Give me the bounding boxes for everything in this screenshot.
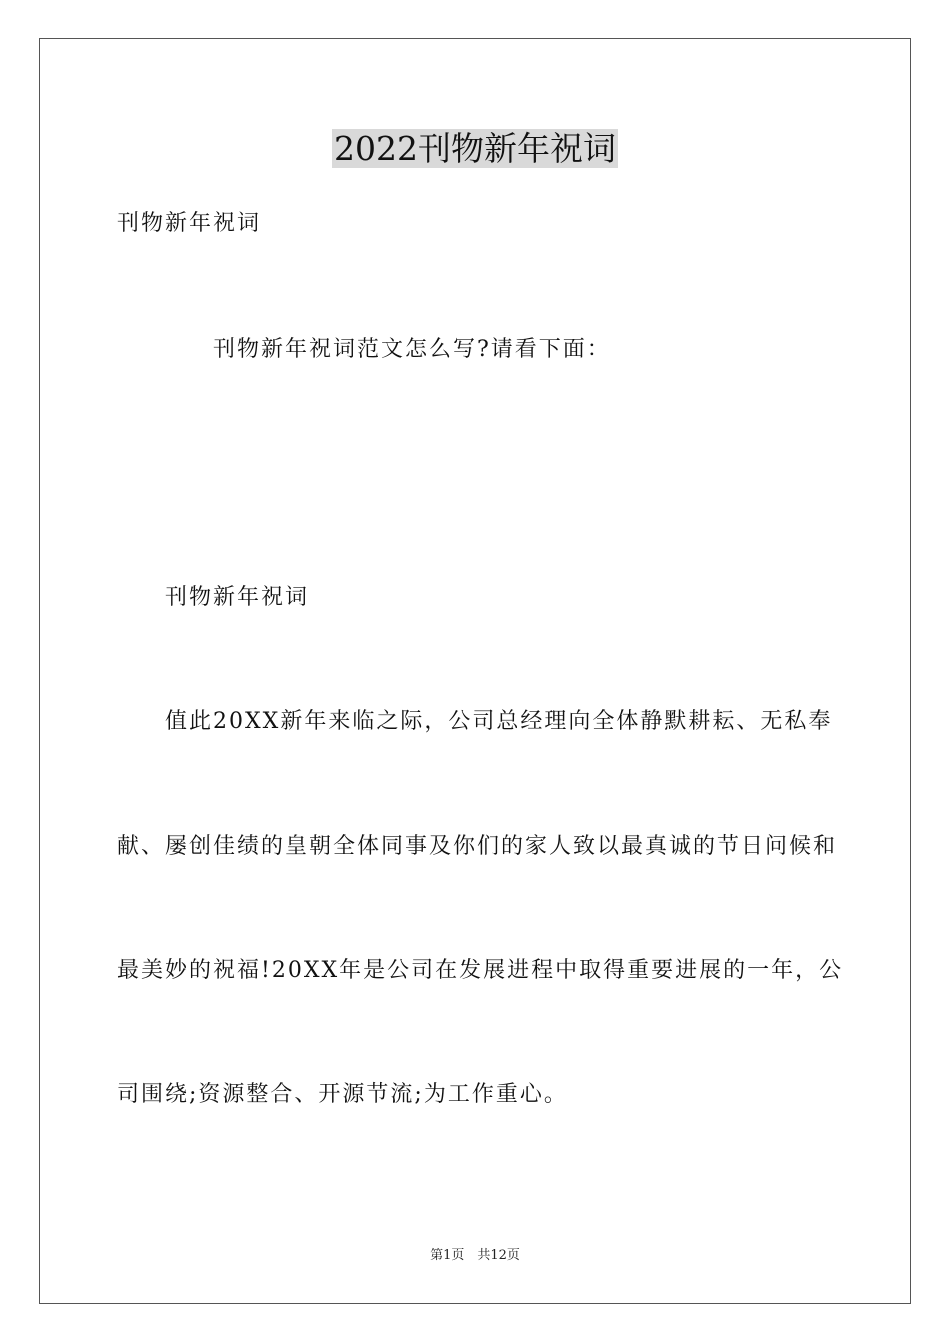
page-footer: 第1页 共12页 [430,1248,520,1263]
document-subtitle: 刊物新年祝词 [117,211,262,236]
section-heading: 刊物新年祝词 [165,585,310,610]
body-line: 献、屡创佳绩的皇朝全体同事及你们的家人致以最真诚的节日问候和 [117,834,838,859]
body-line: 值此20XX新年来临之际，公司总经理向全体静默耕耘、无私奉 [165,709,833,734]
body-line: 最美妙的祝福!20XX年是公司在发展进程中取得重要进展的一年，公 [117,958,844,983]
document-title [0,126,950,172]
document-title-text: 2022刊物新年祝词 [334,129,616,168]
intro-paragraph: 刊物新年祝词范文怎么写?请看下面： [213,337,611,362]
body-line: 司围绕;资源整合、开源节流;为工作重心。 [117,1082,568,1107]
